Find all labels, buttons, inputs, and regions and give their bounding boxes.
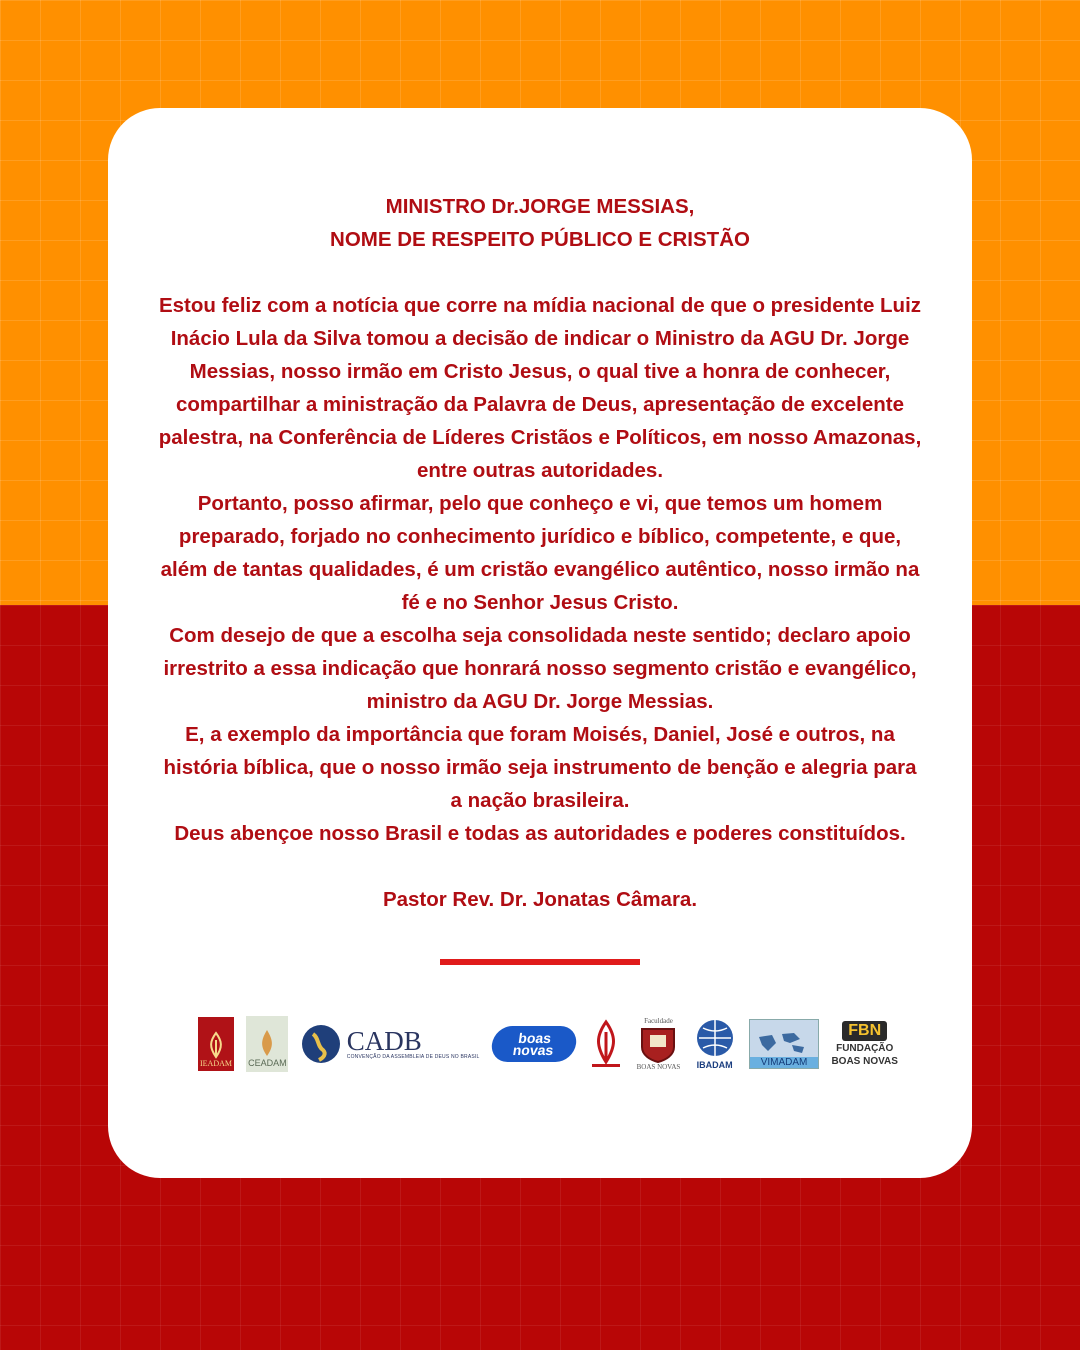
vimadam-logo: VIMADAM <box>749 1019 819 1069</box>
ibadam-logo: IBADAM <box>693 1018 737 1070</box>
ceadam-logo: CEADAM <box>246 1016 288 1072</box>
paragraph: Estou feliz com a notícia que corre na mídia nacional de que o presidente Luiz Inácio Lula da Silva tomou a decisão de indicar o Ministro da AGU Dr. Jorge Messias, nosso irmão em Cristo Jesus, o qual tive a honra de conhecer, compartilhar a ministração da Palavra de Deus, apresentação de excelente palestra, na Conferência de Líderes Cristãos e Políticos, em nosso Amazonas, entre outras autoridades. <box>158 294 922 482</box>
divider <box>440 959 640 965</box>
flame-icon <box>205 1031 227 1059</box>
flame-icon <box>588 1018 624 1070</box>
paragraph: Portanto, posso afirmar, pelo que conheço e vi, que temos um homem preparado, forjado no conhecimento jurídico e bíblico, competente, e que, além de tantas qualidades, é um cristão evangélico autêntico, nosso irmão na fé e no Senhor Jesus Cristo. <box>160 492 920 614</box>
flame-icon <box>254 1028 280 1058</box>
cadb-logo: CADB CONVENÇÃO DA ASSEMBLEIA DE DEUS NO BRASIL <box>301 1024 480 1064</box>
flame-logo <box>588 1018 624 1070</box>
paragraph: Com desejo de que a escolha seja consolidada neste sentido; declaro apoio irrestrito a essa indicação que honrará nosso segmento cristão e evangélico, ministro da AGU Dr. Jorge Messias. <box>163 624 917 713</box>
letter-body <box>158 190 922 916</box>
shield-icon <box>638 1025 678 1063</box>
faculdade-boas-novas-logo: Faculdade BOAS NOVAS <box>636 1017 681 1071</box>
globe-icon <box>693 1018 737 1060</box>
world-map-icon <box>754 1029 814 1057</box>
paragraph: Deus abençoe nosso Brasil e todas as autoridades e poderes constituídos. <box>174 822 906 845</box>
signature: Pastor Rev. Dr. Jonatas Câmara. <box>382 888 698 911</box>
fbn-logo: FBN FUNDAÇÃO BOAS NOVAS <box>831 1022 898 1067</box>
title-line-2: NOME DE RESPEITO PÚBLICO E CRISTÃO <box>330 228 750 251</box>
globe-icon <box>301 1024 341 1064</box>
boas-novas-logo: boas novas <box>489 1026 578 1062</box>
title-line-1: MINISTRO Dr.JORGE MESSIAS, <box>385 195 695 218</box>
ieadam-logo: IEADAM <box>198 1017 234 1071</box>
letter-card <box>108 108 972 1178</box>
paragraph: E, a exemplo da importância que foram Moisés, Daniel, José e outros, na história bíblica, que o nosso irmão seja instrumento de benção e alegria para a nação brasileira. <box>163 723 917 812</box>
logo-strip <box>198 1008 898 1080</box>
